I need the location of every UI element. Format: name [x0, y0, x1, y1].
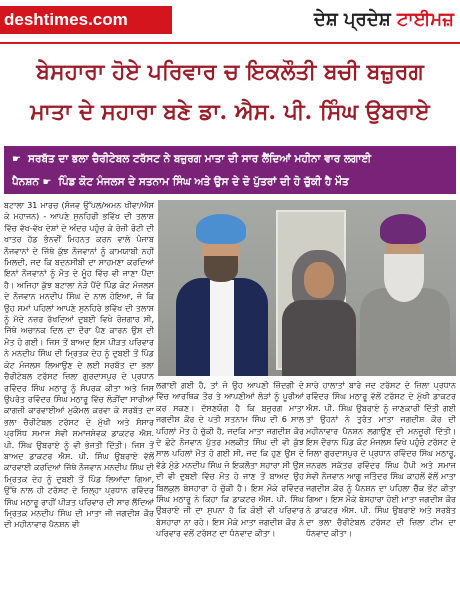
- person-center-head: [304, 262, 334, 298]
- masthead: [0, 0, 460, 44]
- site-url[interactable]: deshtimes.com: [0, 6, 172, 34]
- article-photo: [158, 200, 456, 376]
- article-column-left: ਬਟਾਲਾ 31 ਮਾਰਚ (ਸੰਜਵ ਉੱਪਲ/ਅਮਨ ਖੀਵਾ/ਐਸ ਕੇ ਮਹਾਜਨ) - ਆਪਣੇ ਸੁਨਹਿਰੀ ਭਵਿੱਖ ਦੀ ਤਲਾਸ਼ ਵਿੱਚ ਵੱਖ-ਵੱਖ ਦੇਸ਼ਾਂ ਦੇ ਅੰਦਰ ਪਹੁੰਚ ਕੇ ਰੋਜ਼ੀ ਰੋਟੀ ਦੀ ਖਾਤਰ ਹੱਡ ਭੰਨਵੀਂ ਮਿਹਨਤ ਕਰਨ ਵਾਲੇ ਪੰਜਾਬ ਨੌਜਵਾਨਾਂ ਦੇ ਜਿੱਥੇ ਕੁੱਝ ਨੌਜਵਾਨਾਂ ਨੂੰ ਕਾਮਯਾਬੀ ਨਹੀਂ ਮਿਲਦੀ, ਜਦ ਕਿ ਬਦਨਸੀਬੀ ਦਾ ਸਾਹਮਣਾ ਕਰਦਿਆਂ ਇਨਾਂ ਨੌਜਵਾਨਾਂ ਨੂੰ ਮੌਤ ਦੇ ਮੂੰਹ ਵਿੱਚ ਵੀ ਜਾਣਾ ਪੈਂਦਾ ਹੈ। ਅਜਿਹਾ ਕੁੱਝ ਬਟਾਲਾ ਨੇੜੇ ਪੈਂਦੇ ਪਿੰਡ ਕੋਟ ਮੰਜਲਸ ਦੇ ਨੌਜਵਾਨ ਮਨਦੀਪ ਸਿੰਘ ਦੇ ਨਾਲ ਹੋਇਆ, ਜੋ ਕਿ ਉਹ ਸਮਾਂ ਪਹਿਲਾਂ ਆਪਣੇ ਸੁਨਹਿਰੇ ਭਵਿੱਖ ਦੀ ਤਲਾਸ਼ ਨੂੰ ਮੱਦੇ ਨਜ਼ਰ ਰੱਖਦਿਆਂ ਦੁਬਈ ਵਿਖੇ ਰੋਜ਼ਗਾਰ ਸੀ, ਜਿੱਥੇ ਅਚਾਨਕ ਦਿਲ ਦਾ ਦੌਰਾ ਪੈਣ ਕਾਰਨ ਉਸ ਦੀ ਮੌਤ ਹੋ ਗਈ। ਜਿਸ ਤੋਂ ਬਾਅਦ ਇਸ ਪੀੜਤ ਪਰਿਵਾਰ ਨੇ ਮਨਦੀਪ ਸਿੰਘ ਦੀ ਮ੍ਰਿਤਕ ਦੇਹ ਨੂੰ ਦੁਬਈ ਤੋਂ ਪਿੰਡ ਕੋਟ ਮੰਜਲਸ ਲਿਆਉਣ ਦੇ ਲਈ ਸਰਬੱਤ ਦਾ ਭਲਾ ਚੈਰੀਟੇਬਲ ਟਰੱਸਟ ਜ਼ਿਲਾ ਗੁਰਦਾਸਪੁਰ ਦੇ ਪ੍ਰਧਾਨ ਰਵਿੰਦਰ ਸਿੰਘ ਮਠਾਰੂ ਨੂੰ ਸੰਪਰਕ ਕੀਤਾ ਅਤੇ ਜਿਸ ਉਪਰੰਤ ਰਵਿੰਦਰ ਸਿੰਘ ਮਠਾਰੂ ਵਿੱਚ ਲੋੜੀਂਦਾ ਸਾਰੀਆਂ ਕਾਗਜ਼ੀ ਕਾਰਵਾਈਆਂ ਮੁਕੰਮਲ ਕਰਵਾ ਕੇ ਸਰਬੱਤ ਦਾ ਭਲਾ ਚੈਰੀਟੇਬਲ ਟਰੱਸਟ ਦੇ ਮੁੱਖੀ ਅਤੇ ਸੰਸਾਰ ਪ੍ਰਸਿੱਧ ਸਮਾਜ ਸੇਵੀ ਸਮਾਜਸੇਵਕ ਡਾਕਟਰ ਐਸ. ਪੀ. ਸਿੰਘ ਉਬਰਾਏ ਨੂੰ ਵੀ ਭੇਜਤੀ ਦਿੱਤੀ। ਜਿਸ ਤੋਂ ਬਾਅਦ ਡਾਕਟਰ ਐਸ. ਪੀ. ਸਿੰਘ ਉਬਰਾਏ ਵੱਲੋਂ ਕਾਰਵਾਈ ਕਰਦਿਆਂ ਜਿੱਥੇ ਨੌਜਵਾਨ ਮਨਦੀਪ ਸਿੰਘ ਦੀ ਮ੍ਰਿਤਕ ਦੇਹ ਨੂੰ ਦੁਬਈ ਤੋਂ ਪਿੰਡ ਲਿਆਂਦਾ ਗਿਆ, ਉੱਥੇ ਨਾਲ ਹੀ ਟਰੱਸਟ ਦੇ ਜ਼ਿਲ੍ਹਾ ਪ੍ਰਧਾਨ ਰਵਿੰਦਰ ਸਿੰਘ ਮਠਾਰੂ ਰਾਹੀਂ ਪੀੜਤ ਪਰਿਵਾਰ ਦੀ ਸਾਰ ਲੈਂਦਿਆਂ ਮ੍ਰਿਤਕ ਮਨਦੀਪ ਸਿੰਘ ਦੀ ਮਾਤਾ ਜੀ ਜਗਦੀਸ਼ ਕੌਰ ਦੀ ਮਹੀਨਾਵਾਰ ਪੈਨਸ਼ਨ ਵੀ: [4, 201, 154, 530]
- headline: [8, 52, 452, 140]
- subhead-bar: [4, 146, 456, 194]
- person-left-beard: [204, 256, 238, 282]
- headline-line1: ਬੇਸਹਾਰਾ ਹੋਏ ਪਰਿਵਾਰ ਚ ਇਕਲੌਤੀ ਬਚੀ ਬਜ਼ੁਰਗ: [36, 59, 424, 85]
- article-column-middle: ਲਗਾਈ ਗਈ ਹੈ, ਤਾਂ ਜੋ ਉਹ ਆਪਣੀ ਜ਼ਿੰਦਗੀ ਦੇ ਵਿੱਚ ਆਰਥਿਕ ਤੌਰ ਤੇ ਆਪਣੀਆਂ ਲੋੜਾਂ ਨੂੰ ਪੂਰੀਆਂ ਕਰ ਸਕਣ। ਦੱਸਣਯੋਗ ਹੈ ਕਿ ਬਜ਼ੁਰਗ ਮਾਤਾ ਜਗਦੀਸ਼ ਕੌਰ ਦੇ ਪਤੀ ਸਤਨਾਮ ਸਿੰਘ ਦੀ 6 ਸਾਲ ਪਹਿਲਾਂ ਮੌਤ ਹੋ ਚੁੱਕੀ ਹੈ, ਜਦਕਿ ਮਾਤਾ ਜਗਦੀਸ਼ ਕੌਰ ਦੇ ਛੋਟੇ ਨੌਜਵਾਨ ਪੁੱਤਰ ਮਲਕੀਤ ਸਿੰਘ ਦੀ ਵੀ ਕੁੱਝ ਸਾਲ ਪਹਿਲਾਂ ਮੌਤ ਹੋ ਗਈ ਸੀ, ਜਦ ਕਿ ਹੁਣ ਉਸ ਦੇ ਵੱਡੇ ਮੁੰਡੇ ਮਨਦੀਪ ਸਿੰਘ ਜੋ ਇਕਲੌਤਾ ਸਹਾਰਾ ਸੀ ਉਸ ਦੀ ਵੀ ਦੁਬਈ ਵਿੱਚ ਮੌਤ ਹੋ ਜਾਣ ਤੋਂ ਬਾਅਦ ਉਹ ਬਿਲਕੁਲ ਬੇਸਹਾਰਾ ਹੋ ਚੁੱਕੀ ਹੈ। ਇਸ ਮੌਕੇ ਰਵਿੰਦਰ ਸਿੰਘ ਮਠਾਰੂ ਨੇ ਕਿਹਾ ਕਿ ਡਾਕਟਰ ਐਸ. ਪੀ. ਸਿੰਘ ਉਬਰਾਏ ਜੀ ਦਾ ਸੁਪਨਾ ਹੈ ਕਿ ਕੋਈ ਵੀ ਪਰਿਵਾਰ ਬੇਸਹਾਰਾ ਨਾ ਰਹੇ। ਇਸ ਮੌਕੇ ਮਾਤਾ ਜਗਦੀਸ਼ ਕੌਰ ਨੇ ਪਰਿਵਾਰ ਵਲੋਂ ਟਰੱਸਟ ਦਾ ਧੰਨਵਾਦ ਕੀਤਾ।: [156, 381, 304, 539]
- headline-line2: ਮਾਤਾ ਦੇ ਸਹਾਰਾ ਬਣੇ ਡਾ. ਐਸ. ਪੀ. ਸਿੰਘ ਉਬਰਾਏ: [30, 99, 430, 125]
- person-center-body: [282, 300, 356, 376]
- person-left-shirt: [210, 280, 234, 376]
- article-column-right: ਸਾਰੇ ਹਾਲਾਤਾਂ ਬਾਰੇ ਜਦ ਟਰੱਸਟ ਦੇ ਜ਼ਿਲਾ ਪ੍ਰਧਾਨ ਰਵਿੰਦਰ ਸਿੰਘ ਮਠਾਰੂ ਵੱਲੋਂ ਟਰੱਸਟ ਦੇ ਮੁੱਖੀ ਡਾਕਟਰ ਐਸ. ਪੀ. ਸਿੰਘ ਉਬਰਾਏ ਨੂੰ ਜਾਣਕਾਰੀ ਦਿੱਤੀ ਗਈ ਤਾਂ ਉਹਨਾਂ ਨੇ ਤੁਰੰਤ ਮਾਤਾ ਜਗਦੀਸ਼ ਕੌਰ ਦੀ ਮਹੀਨਾਵਾਰ ਪੈਨਸ਼ਨ ਲਗਾਉਣ ਦੀ ਮਨਜ਼ੂਰੀ ਦਿੱਤੀ। ਇਸ ਦੌਰਾਨ ਪਿੰਡ ਕੋਟ ਮੰਜਲਸ ਵਿਖੇ ਪਹੁੰਚੇ ਟਰੱਸਟ ਦੇ ਜ਼ਿਲਾ ਗੁਰਦਾਸਪੁਰ ਦੇ ਪ੍ਰਧਾਨ ਰਵਿੰਦਰ ਸਿੰਘ ਮਠਾਰੂ, ਜਨਰਲ ਸਕੱਤਰ ਰਵਿੰਦਰ ਸਿੰਘ ਹੈਪੀ ਅਤੇ ਸਮਾਜ ਸੇਵੀ ਨੌਜਵਾਨ ਆਗੂ ਜਤਿੰਦਰ ਸਿੰਘ ਕਾਹਲੋਂ ਵੱਲੋਂ ਮਾਤਾ ਜਗਦੀਸ਼ ਕੌਰ ਨੂੰ ਪੈਨਸ਼ਨ ਦਾ ਪਹਿਲਾ ਚੈੱਕ ਭੇਂਟ ਕੀਤਾ ਗਿਆ। ਇਸ ਮੌਕੇ ਬੇਸਹਾਰਾ ਹੋਈ ਮਾਤਾ ਜਗਦੀਸ਼ ਕੌਰ ਨੇ ਡਾਕਟਰ ਐਸ. ਪੀ. ਸਿੰਘ ਉਬਰਾਏ ਅਤੇ ਸਰਬੱਤ ਦਾ ਭਲਾ ਚੈਰੀਟੇਬਲ ਟਰੱਸਟ ਦੀ ਜ਼ਿਲਾ ਟੀਮ ਦਾ ਧੰਨਵਾਦ ਕੀਤਾ।: [306, 381, 456, 539]
- subhead-line1: ਸਰਬੱਤ ਦਾ ਭਲਾ ਚੈਰੀਟੇਬਲ ਟਰੱਸਟ ਨੇ ਬਜ਼ੁਰਗ ਮਾਤਾ ਦੀ ਸਾਰ ਲੈਂਦਿਆਂ ਮਹੀਨਾ ਵਾਰ ਲਗਾਈ: [28, 153, 372, 165]
- header-divider: [0, 42, 460, 44]
- person-left-turban: [196, 214, 246, 244]
- subhead-line2b: ਪਿੰਡ ਕੋਟ ਮੰਜਲਸ ਦੇ ਸਤਨਾਮ ਸਿੰਘ ਅਤੇ ਉਸ ਦੇ ਦੋ ਪੁੱਤਰਾਂ ਦੀ ਹੋ ਚੁੱਕੀ ਹੈ ਮੌਤ: [58, 176, 349, 188]
- pointing-hand-icon: ☛: [12, 154, 21, 165]
- subhead-line2: ਪੈਨਸ਼ਨ: [12, 176, 39, 188]
- person-right-turban: [380, 214, 426, 244]
- subhead-row1: [12, 148, 448, 171]
- person-right-beard: [384, 254, 424, 302]
- pointing-hand-icon: ☛: [42, 177, 52, 188]
- subhead-row2: [12, 171, 448, 194]
- brand-part2: ਟਾਈਮਜ਼: [397, 9, 454, 30]
- brand-title: [314, 6, 454, 34]
- brand-part1: ਦੇਸ਼ ਪ੍ਰਦੇਸ਼: [313, 9, 398, 30]
